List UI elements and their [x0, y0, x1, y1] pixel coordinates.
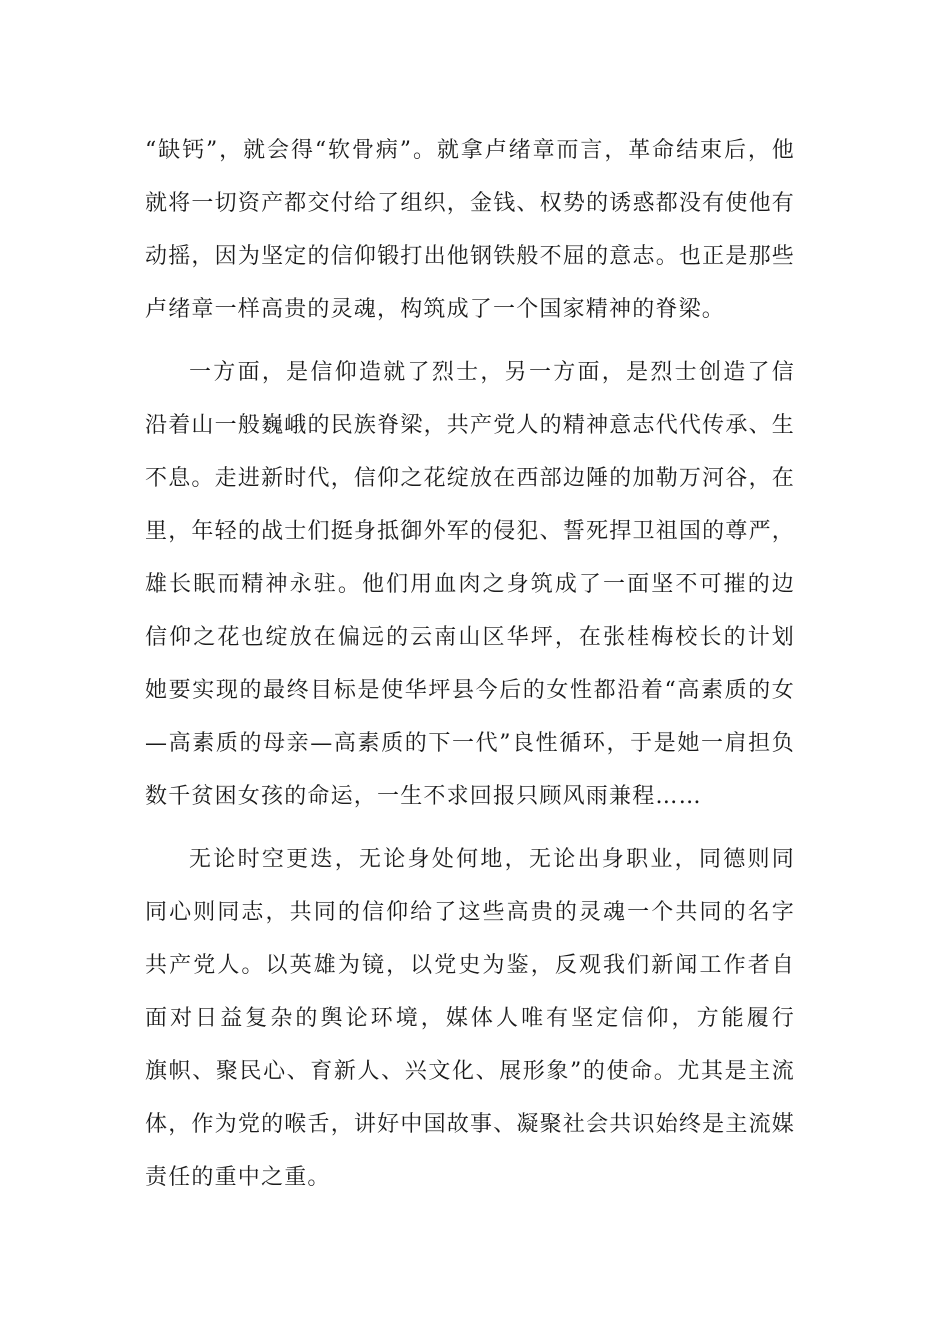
paragraph-1-line-4: 卢绪章一样高贵的灵魂，构筑成了一个国家精神的脊梁。 — [145, 297, 726, 322]
paragraph-1-line-3: 动摇，因为坚定的信仰锻打出他钢铁般不屈的意志。也正是那些 — [145, 244, 795, 269]
paragraph-3-line-1: 无论时空更迭，无论身处何地，无论出身职业，同德则同 — [189, 847, 795, 872]
paragraph-2-line-5: 雄长眠而精神永驻。他们用血肉之身筑成了一面坚不可摧的边 — [145, 572, 795, 597]
paragraph-3-line-2: 同心则同志，共同的信仰给了这些高贵的灵魂一个共同的名字 — [145, 900, 795, 925]
paragraph-2-line-3: 不息。走进新时代，信仰之花绽放在西部边陲的加勒万河谷，在 — [145, 466, 795, 491]
document-body — [145, 124, 795, 1204]
paragraph-3-line-7: 责任的重中之重。 — [145, 1165, 331, 1190]
paragraph-3-line-6: 体，作为党的喉舌，讲好中国故事、凝聚社会共识始终是主流媒 — [145, 1112, 795, 1137]
paragraph-1-line-1: “缺钙”，就会得“软骨病”。就拿卢绪章而言，革命结束后，他 — [145, 138, 795, 163]
paragraph-2-line-2: 沿着山一般巍峨的民族脊梁，共产党人的精神意志代代传承、生 — [145, 413, 795, 438]
paragraph-2-line-6: 信仰之花也绽放在偏远的云南山区华坪，在张桂梅校长的计划 — [145, 625, 795, 650]
paragraph-gap — [145, 336, 795, 346]
paragraph-3-line-5: 旗帜、聚民心、育新人、兴文化、展形象”的使命。尤其是主流 — [145, 1059, 795, 1084]
paragraph-3-line-3: 共产党人。以英雄为镜，以党史为鉴，反观我们新闻工作者自 — [145, 953, 795, 978]
paragraph-2-line-8: —高素质的母亲—高素质的下一代”良性循环，于是她一肩担负 — [145, 731, 795, 756]
paragraph-2-line-7: 她要实现的最终目标是使华坪县今后的女性都沿着“高素质的女 — [145, 678, 795, 703]
paragraph-1-line-2: 就将一切资产都交付给了组织，金钱、权势的诱惑都没有使他有 — [145, 191, 795, 216]
paragraph-gap — [145, 823, 795, 833]
paragraph-2-line-1: 一方面，是信仰造就了烈士，另一方面，是烈士创造了信 — [189, 360, 795, 385]
paragraph-2-line-9: 数千贫困女孩的命运，一生不求回报只顾风雨兼程…… — [145, 784, 702, 809]
paragraph-3-line-4: 面对日益复杂的舆论环境，媒体人唯有坚定信仰，方能履行 — [145, 1006, 795, 1031]
paragraph-2-line-4: 里，年轻的战士们挺身抵御外军的侵犯、誓死捍卫祖国的尊严， — [145, 519, 795, 544]
